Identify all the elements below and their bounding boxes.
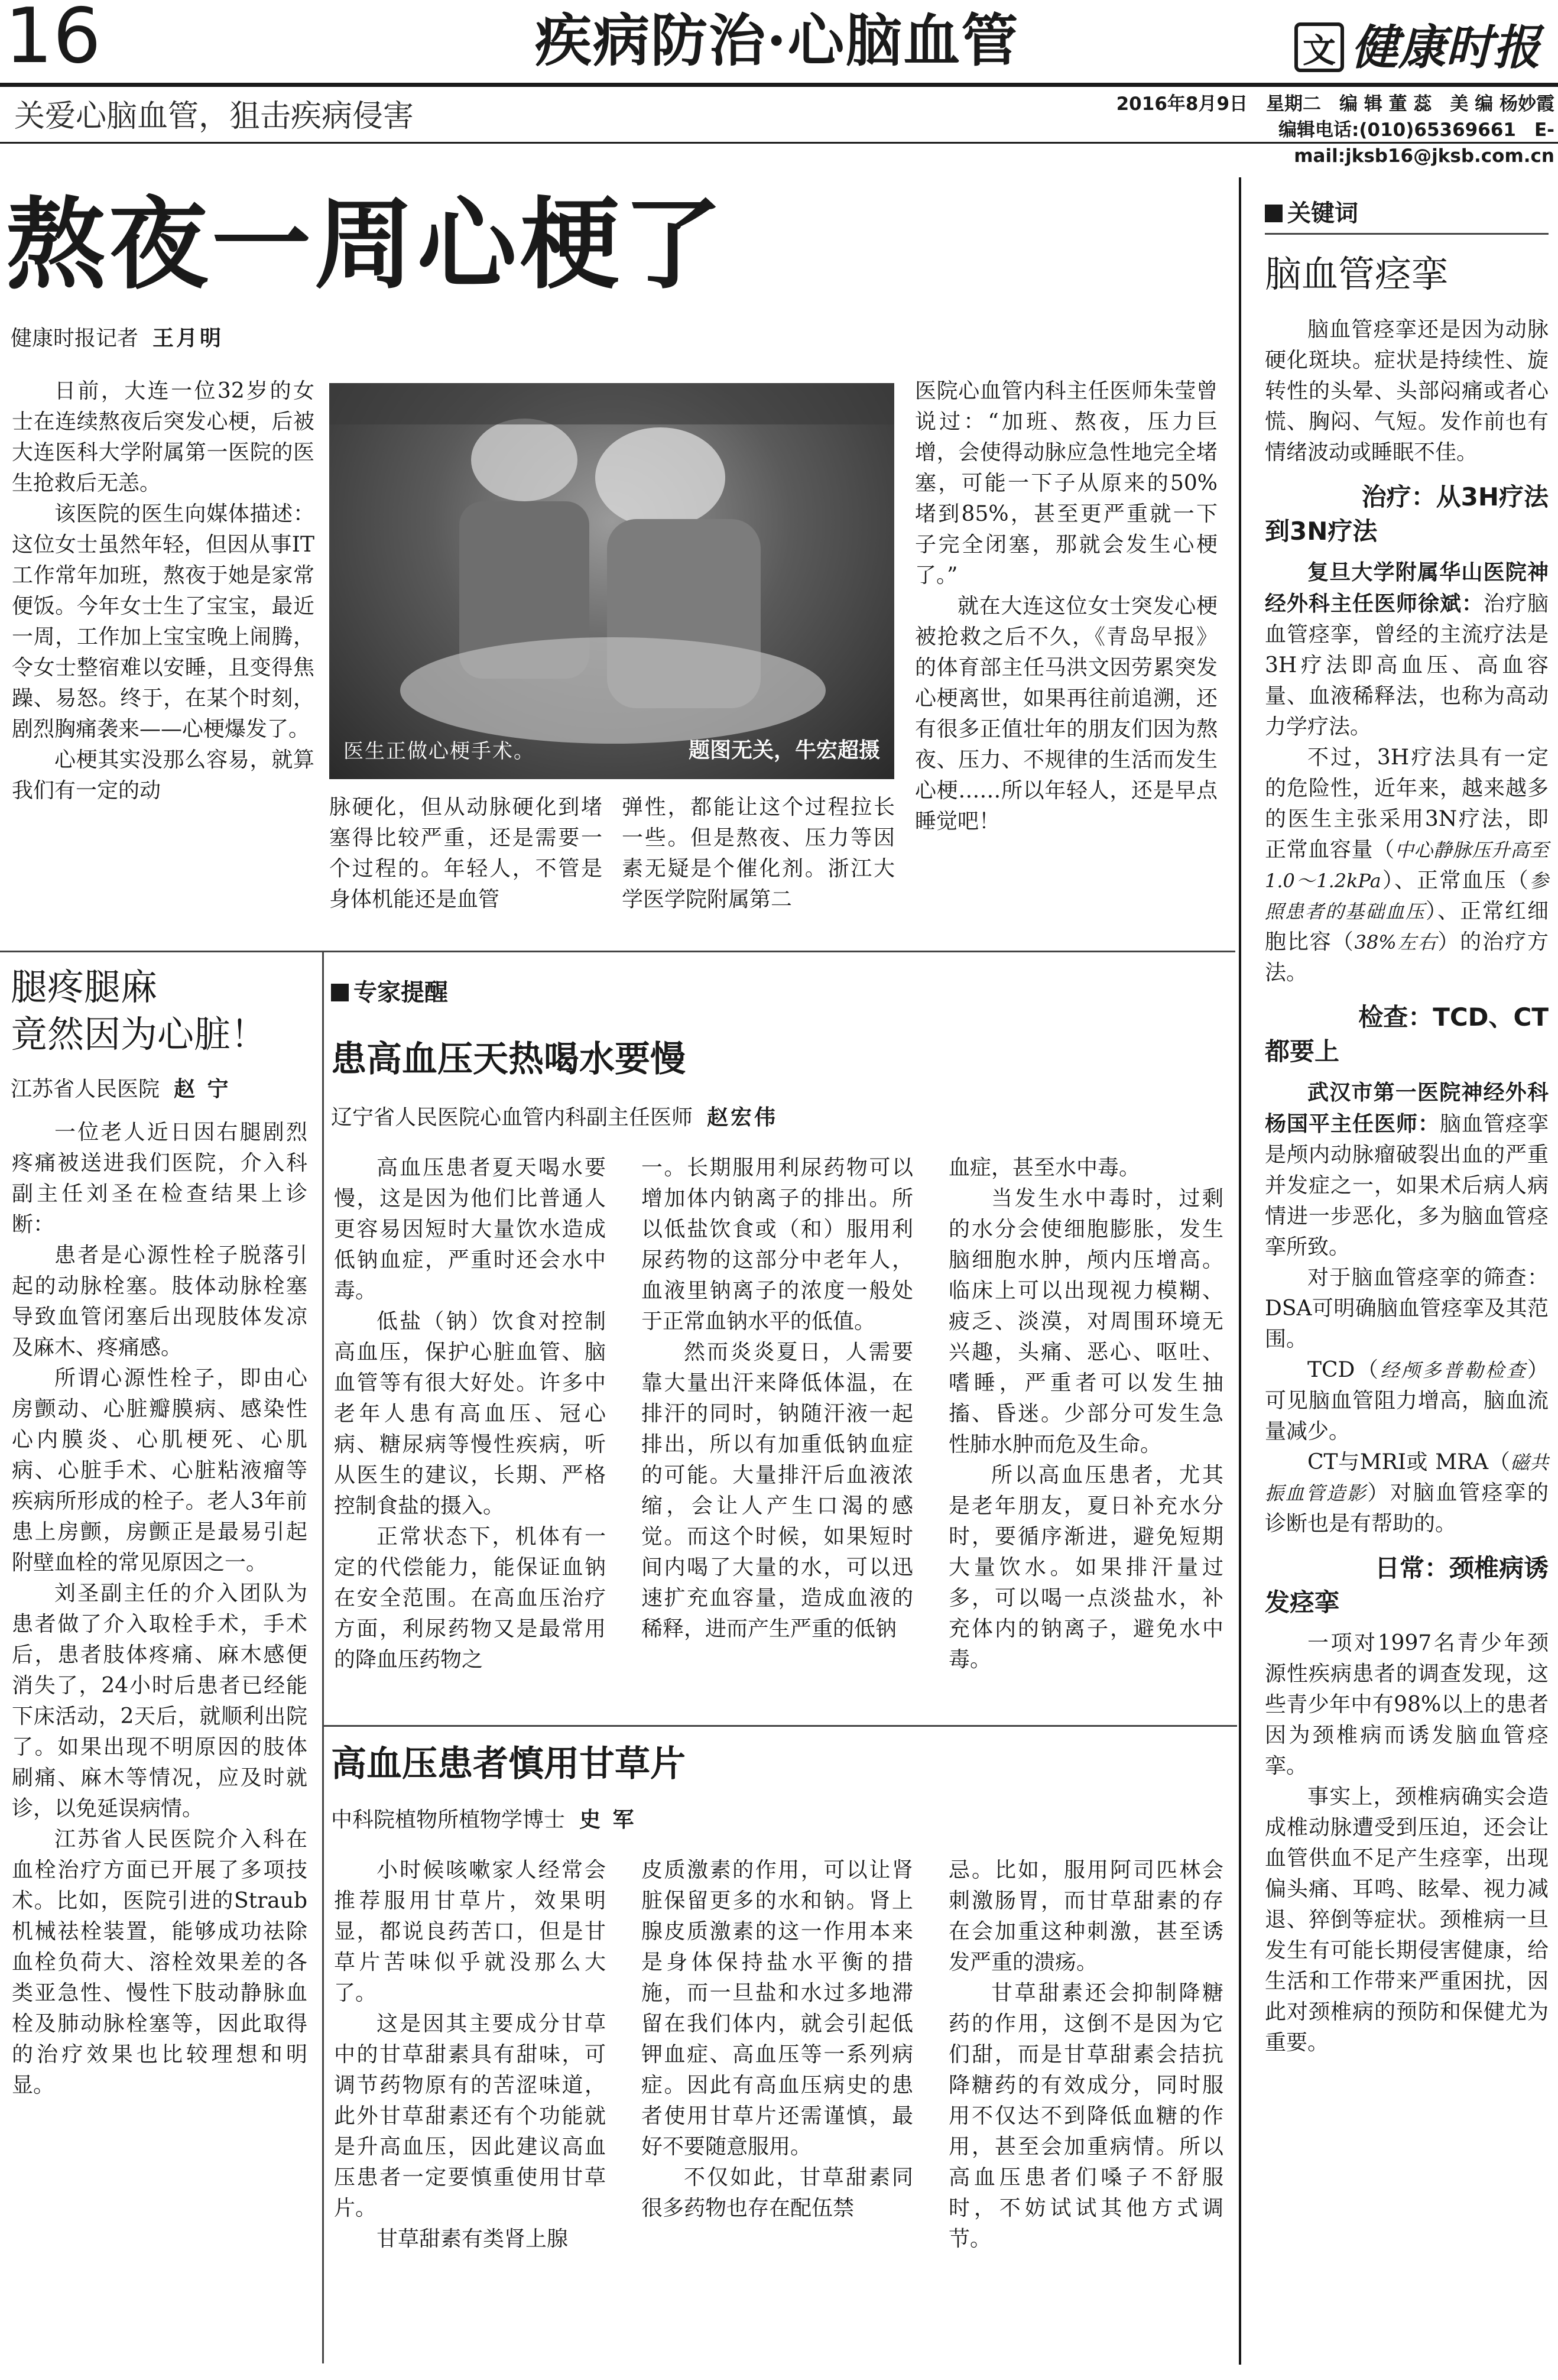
paragraph: 血症，甚至水中毒。: [949, 1156, 1141, 1180]
column-divider: [322, 951, 324, 2363]
title-line: 竟然因为心脏！: [11, 1013, 268, 1056]
story2-col-1: [334, 1855, 606, 2255]
left-story-body: [12, 1117, 307, 2101]
paragraph-text: ）可见脑血管阻力增高，脑血流量减少。: [1265, 1358, 1549, 1444]
header-rule: [0, 83, 1558, 87]
story-divider: [324, 1725, 1237, 1727]
paragraph: 江苏省人民医院介入科在血栓治疗方面已开展了多项技术。比如，医院引进的Straub机械祛栓装置，能够成功祛除血栓负荷大、溶栓效果差的各类亚急性、慢性下肢动静脉血栓及肺动脉栓塞等，因此取得的治疗效果也比较理想和明显。: [12, 1827, 307, 2097]
paragraph: 弹性，都能让这个过程拉长一些。但是熬夜、压力等因素无疑是个催化剂。浙江大学医学院附属第二: [622, 795, 895, 912]
story1-byline: [331, 1103, 778, 1132]
lead-col-3: [622, 792, 895, 915]
paragraph: 医院心血管内科主任医师朱莹曾说过：“加班、熬夜，压力巨增，会使得动脉应急性地完全堵塞，可能一下子从原来的50%堵到85%，甚至更严重就一下子完全闭塞，那就会发生心梗了。”: [915, 379, 1218, 588]
byline-name: 史 军: [579, 1807, 637, 1832]
story1-title: 患高血压天热喝水要慢: [331, 1039, 686, 1080]
paragraph-text: ）、正常血压（: [1381, 868, 1530, 893]
paragraph: 小时候咳嗽家人经常会推荐服用甘草片，效果明显，都说良药苦口，但是甘草片苦味似乎就没那么大了。: [334, 1858, 606, 2005]
paragraph: [1265, 742, 1549, 988]
paragraph: [1265, 557, 1549, 742]
check-heading: [1265, 1000, 1549, 1069]
note: 磁共振血管造影: [1265, 1451, 1549, 1504]
paragraph: 甘草甜素有类肾上腺: [376, 2227, 569, 2251]
byline-name: 赵 宁: [174, 1076, 231, 1101]
paragraph: 甘草甜素还会抑制降糖药的作用，这倒不是因为它们甜，而是甘草甜素会拮抗降糖药的有效成分，同时服用不仅达不到降低血糖的作用，甚至会加重病情。所以高血压患者们嗓子不舒服时，不妨试试其他方式调节。: [949, 1981, 1223, 2251]
story2-col-3: [949, 1855, 1223, 2255]
story1-col-3: [949, 1153, 1223, 1675]
heading-line: 检查：TCD、CT: [1358, 1003, 1549, 1032]
masthead-name: 健康时报: [1351, 20, 1540, 75]
lead-headline: 熬夜一周心梗了: [6, 186, 726, 303]
story2-col-2: [641, 1855, 913, 2224]
paragraph: 然而炎炎夏日，人需要靠大量出汗来降低体温，在排汗的同时，钠随汗液一起排出，所以有加重低钠血症的可能。大量排汗后血液浓缩，会让人产生口渴的感觉。而这个时候，如果短时间内喝了大量的水，可以迅速扩充血容量，造成血液的稀释，进而产生严重的低钠: [641, 1340, 913, 1641]
paragraph: 脑血管痉挛还是因为动脉硬化斑块。症状是持续性、旋转性的头晕、头部闷痛或者心慌、胸闷、气短。发作前也有情绪波动或睡眠不佳。: [1265, 317, 1549, 465]
paragraph: 一项对1997名青少年颈源性疾病患者的调查发现，这些青少年中有98%以上的患者因为颈椎病而诱发脑血管痉挛。: [1265, 1631, 1549, 1778]
paragraph-text: TCD（: [1307, 1358, 1381, 1382]
paragraph-text: CT与MRI或 MRA（: [1307, 1450, 1511, 1474]
photo-caption: 医生正做心梗手术。: [343, 740, 535, 763]
paragraph: 就在大连这位女士突发心梗被抢救之后不久，《青岛早报》的体育部主任马洪文因劳累突发心梗离世，如果再往前追溯，还有很多正值壮年的朋友们因为熬夜、压力、不规律的生活而发生心梗……所以年轻人，还是早点睡觉吧！: [915, 594, 1218, 834]
page-number: 16: [5, 0, 101, 80]
story2-byline: [331, 1805, 637, 1834]
title-line: 腿疼腿麻: [11, 965, 158, 1009]
story1-col-2: [641, 1153, 913, 1645]
byline-prefix: 健康时报记者: [11, 326, 139, 351]
heading-line: 都要上: [1265, 1037, 1340, 1066]
paragraph: 忌。比如，服用阿司匹林会刺激肠胃，而甘草甜素的存在会加重这种刺激，甚至诱发严重的溃疡。: [949, 1858, 1223, 1974]
paragraph: 当发生水中毒时，过剩的水分会使细胞膨胀，发生脑细胞水肿，颅内压增高。临床上可以出现视力模糊、疲乏、淡漠，对周围环境无兴趣，头痛、恶心、呕吐、嗜睡，严重者可以发生抽搐、昏迷。少部分可发生急性肺水肿而危及生命。: [949, 1186, 1223, 1457]
lead-col-4: [915, 376, 1218, 837]
paragraph-text: ）对脑血管痉挛的诊断也是有帮助的。: [1265, 1481, 1549, 1536]
section-title: 疾病防治·心脑血管: [535, 7, 1020, 74]
masthead: [1294, 18, 1554, 75]
keyword-body: [1265, 314, 1549, 2058]
expert-tag: [331, 977, 448, 1009]
header-rule-thin: [0, 142, 1558, 144]
story2-title: 高血压患者慎用甘草片: [331, 1743, 686, 1785]
tag-label: 关键词: [1287, 200, 1358, 227]
keyword-tag: [1265, 197, 1358, 229]
note: 参照患者的基础血压: [1265, 870, 1549, 923]
paragraph: 皮质激素的作用，可以让肾脏保留更多的水和钠。肾上腺皮质激素的这一作用本来是身体保持盐水平衡的措施，而一旦盐和水过多地滞留在我们体内，就会引起低钾血症、高血压等一系列病症。因此有高血压病史的患者使用甘草片还需谨慎，最好不要随意服用。: [641, 1858, 913, 2159]
masthead-logo-icon: 文: [1294, 22, 1344, 72]
paragraph: 日前，大连一位32岁的女士在连续熬夜后突发心梗，后被大连医科大学附属第一医院的医生抢救后无恙。: [12, 379, 314, 495]
paragraph: 这是因其主要成分甘草中的甘草甜素具有甜味，可调节药物原有的苦涩味道，此外甘草甜素还有个功能就是升高血压，因此建议高血压患者一定要慎重使用甘草片。: [334, 2012, 606, 2220]
paragraph: [1265, 1355, 1549, 1447]
lead-byline: [11, 324, 223, 353]
sidebar-divider: [1239, 177, 1241, 2365]
paragraph: 所以高血压患者，尤其是老年朋友，夏日补充水分时，要循序渐进，避免短期大量饮水。如果排汗量过多，可以喝一点淡盐水，补充体内的钠离子，避免水中毒。: [949, 1463, 1223, 1672]
photo-credit: 题图无关，牛宏超摄: [688, 738, 880, 763]
heading-line: 到3N疗法: [1265, 517, 1378, 546]
paragraph: 一。长期服用利尿药物可以增加体内钠离子的排出。所以低盐饮食或（和）服用利尿药物的这部分中老年人，血液里钠离子的浓度一般处于正常血钠水平的低值。: [641, 1156, 913, 1334]
slogan: 关爱心脑血管，狙击疾病侵害: [14, 99, 414, 134]
heading-line: 日常：颈椎病诱: [1374, 1554, 1549, 1583]
daily-heading: [1265, 1551, 1549, 1620]
left-story-title: [11, 964, 267, 1058]
note: 38%左右: [1354, 931, 1438, 954]
editor-info: [1070, 91, 1554, 169]
lead-col-1: [12, 376, 314, 806]
byline-prefix: 辽宁省人民医院心血管内科副主任医师: [331, 1105, 693, 1130]
paragraph: 刘圣副主任的介入团队为患者做了介入取栓手术，手术后，患者肢体疼痛、麻木感便消失了，24小时后患者已经能下床活动，2天后，就顺利出院了。如果出现不明原因的肢体刷痛、麻木等情况，应及时就诊，以免延误病情。: [12, 1581, 307, 1821]
paragraph: 对于脑血管痉挛的筛查：DSA可明确脑血管痉挛及其范围。: [1265, 1266, 1549, 1351]
paragraph: 该医院的医生向媒体描述：这位女士虽然年轻，但因从事IT工作常年加班，熬夜于她是家常便饭。今年女士生了宝宝，最近一周，工作加上宝宝晚上闹腾，令女士整宿难以安睡，且变得焦躁、易怒。终于，在某个时刻，剧烈胸痛袭来——心梗爆发了。: [12, 502, 314, 741]
paragraph-text: 治疗脑血管痉挛，曾经的主流疗法是3H疗法即高血压、高血容量、血液稀释法，也称为高动力学疗法。: [1265, 592, 1549, 739]
paragraph: 所谓心源性栓子，即由心房颤动、心脏瓣膜病、感染性心内膜炎、心肌梗死、心肌病、心脏手术、心脏粘液瘤等疾病所形成的栓子。老人3年前患上房颤，房颤正是最易引起附壁血栓的常见原因之一。: [12, 1366, 307, 1575]
date-line: 2016年8月9日 星期二 编 辑 董 蕊 美 编 杨妙霞: [1116, 93, 1554, 115]
treat-heading: [1265, 480, 1549, 549]
story1-col-1: [334, 1153, 606, 1675]
keyword-underline: [1265, 233, 1549, 235]
paragraph-text: ）、正常红细胞比容（: [1265, 899, 1549, 954]
square-bullet-icon: [331, 984, 349, 1001]
expert-name: 武汉市第一医院神经外科杨国平主任医师：: [1265, 1080, 1549, 1136]
heading-line: 治疗：从3H疗法: [1361, 482, 1549, 511]
keyword-title: 脑血管痉挛: [1265, 252, 1449, 296]
paragraph: 一位老人近日因右腿剧烈疼痛被送进我们医院，介入科副主任刘圣在检查结果上诊断：: [12, 1120, 307, 1237]
lead-col-2: [329, 792, 602, 915]
photo-illustration: [329, 383, 894, 779]
byline-prefix: 中科院植物所植物学博士: [331, 1808, 566, 1832]
paragraph: 心梗其实没那么容易，就算我们有一定的动: [12, 748, 314, 803]
paragraph: 不仅如此，甘草甜素同很多药物也存在配伍禁: [641, 2165, 913, 2220]
paragraph: 事实上，颈椎病确实会造成椎动脉遭受到压迫，还会让血管供血不足产生痉挛，出现偏头痛、耳鸣、眩晕、视力减退、猝倒等症状。颈椎病一旦发生有可能长期侵害健康，给生活和工作带来严重困扰，因此对颈椎病的预防和保健尤为重要。: [1265, 1785, 1549, 2055]
contact-line: 编辑电话:(010)65369661 E-mail:jksb16@jksb.com.cn: [1278, 119, 1554, 167]
surgery-photo: [329, 383, 894, 779]
byline-prefix: 江苏省人民医院: [11, 1077, 160, 1101]
byline-name: 赵宏伟: [707, 1105, 778, 1130]
left-story-byline: [11, 1075, 231, 1104]
paragraph: [1265, 1077, 1549, 1263]
note: 中心静脉压升高至1.0～1.2kPa: [1265, 839, 1549, 892]
square-bullet-icon: [1265, 205, 1283, 222]
paragraph: 脉硬化，但从动脉硬化到堵塞得比较严重，还是需要一个过程的。年轻人，不管是身体机能还是血管: [329, 795, 602, 912]
heading-line: 发痉挛: [1265, 1588, 1340, 1617]
paragraph: [1265, 1447, 1549, 1539]
paragraph: 高血压患者夏天喝水要慢，这是因为他们比普通人更容易因短时大量饮水造成低钠血症，严重时还会水中毒。: [334, 1156, 606, 1303]
paragraph: 正常状态下，机体有一定的代偿能力，能保证血钠在安全范围。在高血压治疗方面，利尿药物又是最常用的降血压药物之: [334, 1525, 606, 1672]
paragraph-text: ）的治疗方法。: [1265, 930, 1549, 985]
paragraph: 低盐（钠）饮食对控制高血压，保护心脏血管、脑血管等有很大好处。许多中老年人患有高血压、冠心病、糖尿病等慢性疾病，听从医生的建议，长期、严格控制食盐的摄入。: [334, 1309, 606, 1518]
tag-label: 专家提醒: [353, 979, 448, 1006]
paragraph-text: 不过，3H疗法具有一定的危险性，近年来，越来越多的医生主张采用3N疗法，即正常血容量（: [1265, 745, 1549, 862]
paragraph-text: 脑血管痉挛是颅内动脉瘤破裂出血的严重并发症之一，如果术后病人病情进一步恶化，多为脑血管痉挛所致。: [1265, 1112, 1549, 1259]
byline-name: 王月明: [152, 326, 224, 351]
note: 经颅多普勒检查: [1380, 1359, 1527, 1382]
paragraph: 患者是心源性栓子脱落引起的动脉栓塞。肢体动脉栓塞导致血管闭塞后出现肢体发凉及麻木、疼痛感。: [12, 1243, 307, 1360]
section-divider: [0, 951, 1235, 952]
expert-name: 复旦大学附属华山医院神经外科主任医师徐斌：: [1265, 560, 1549, 616]
